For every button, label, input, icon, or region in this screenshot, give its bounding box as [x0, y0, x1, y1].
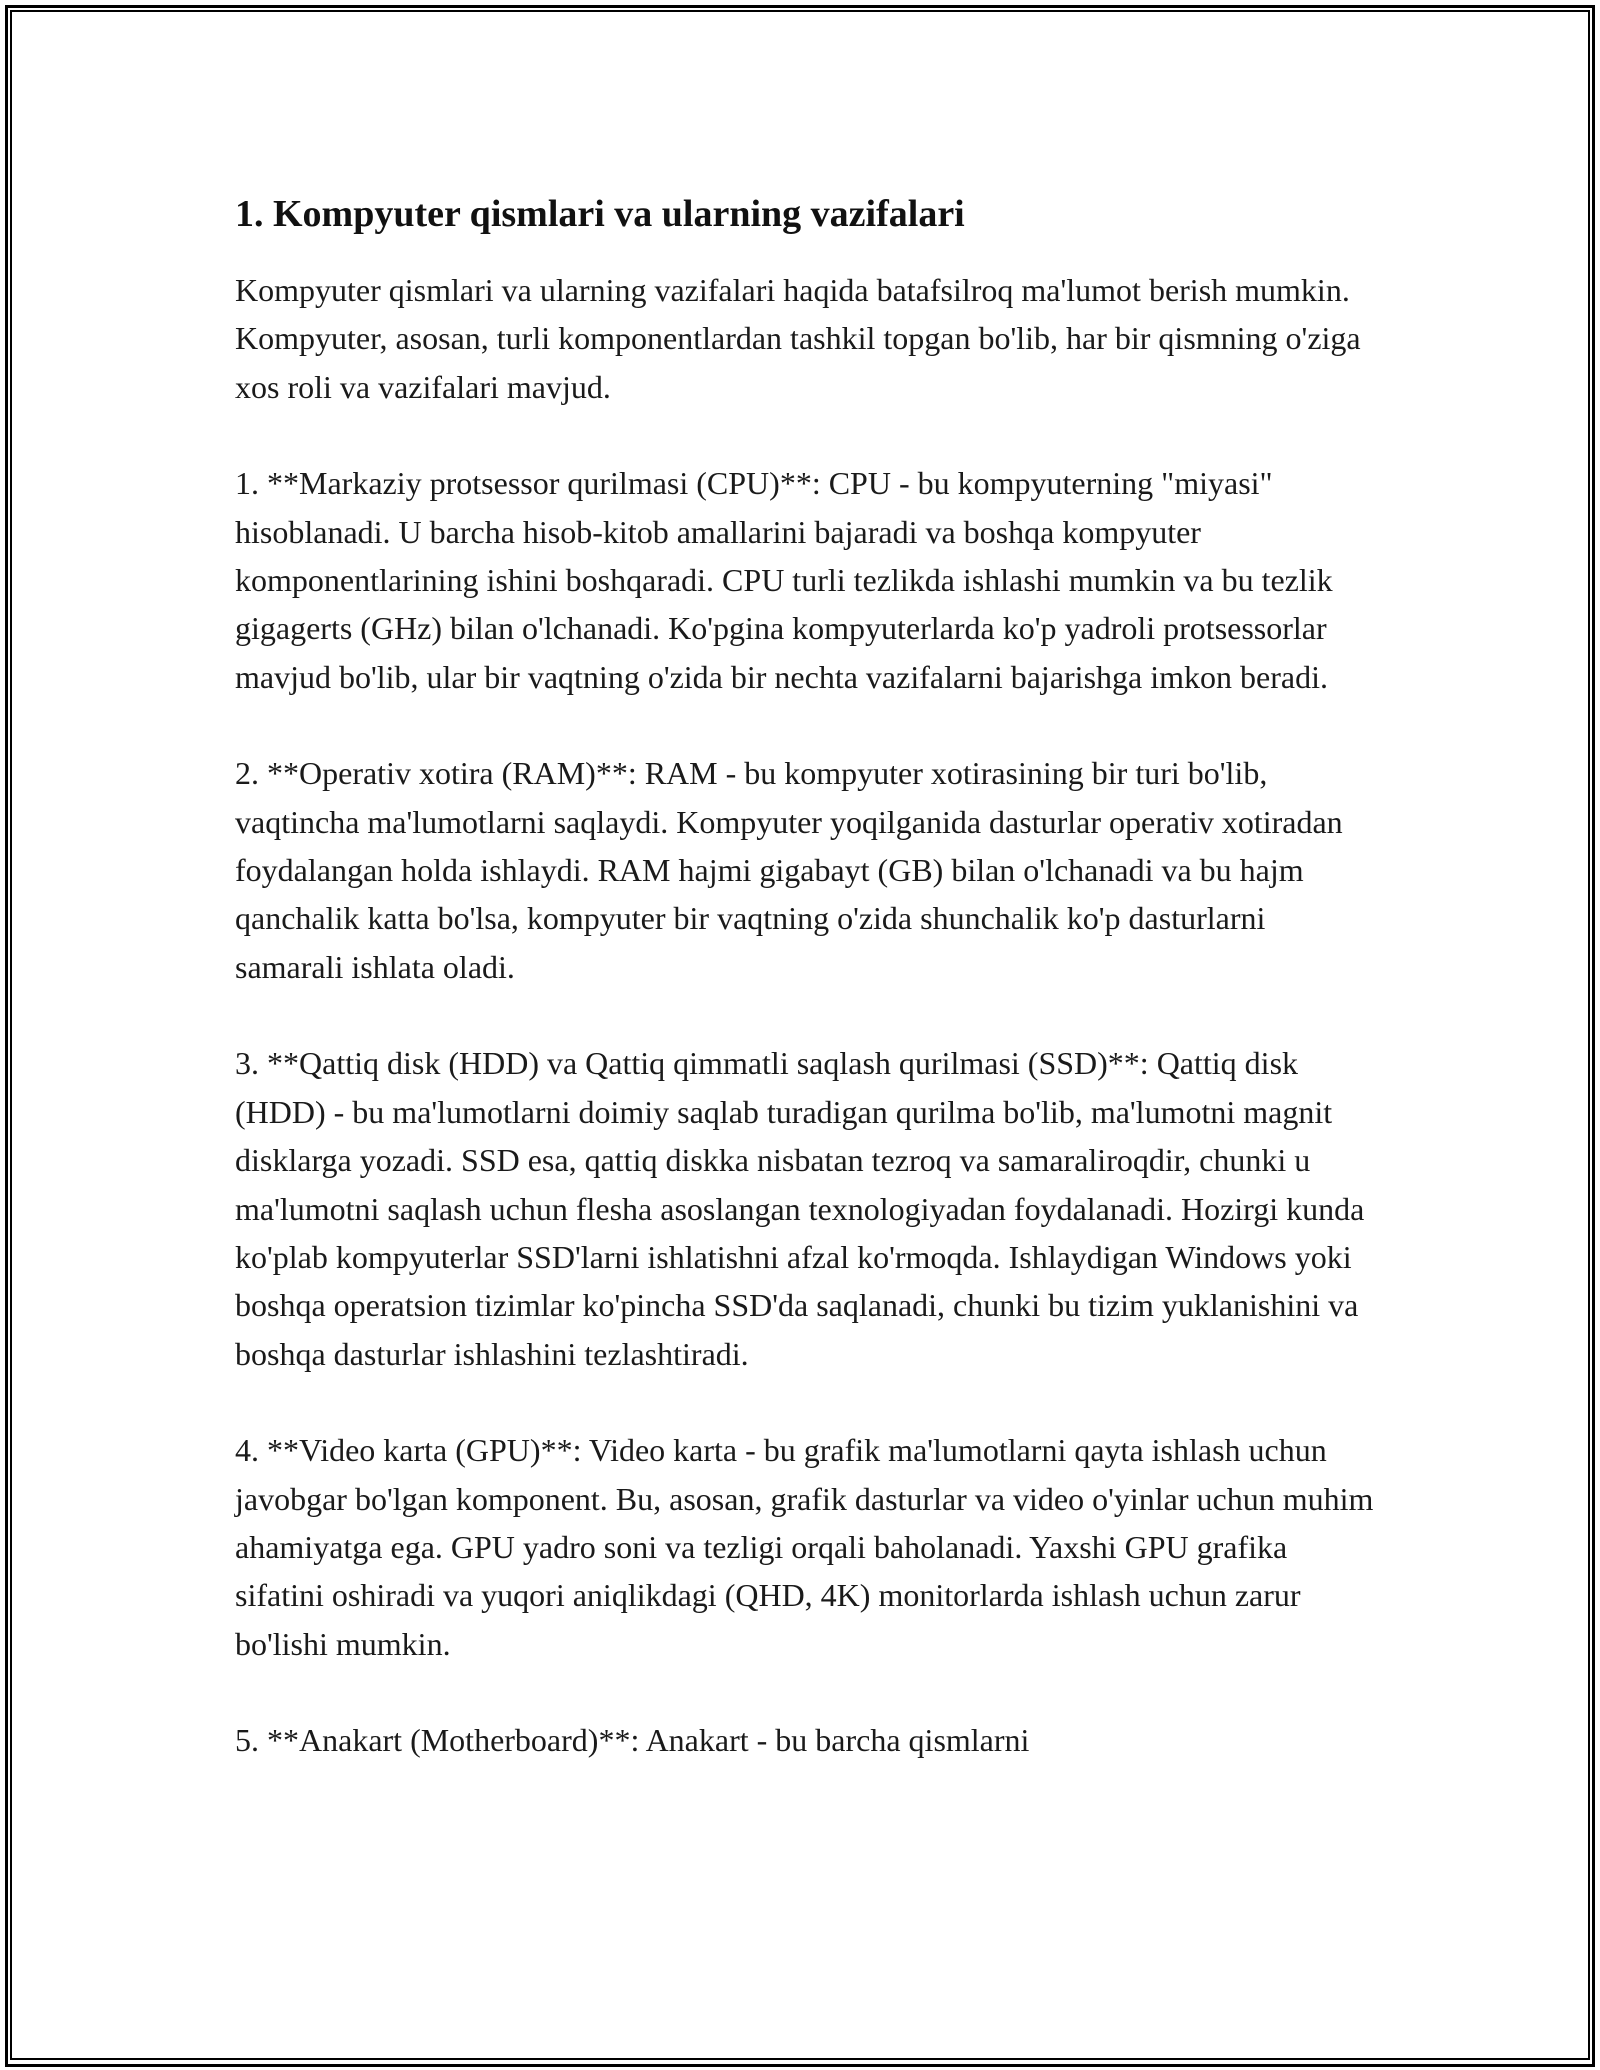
paragraph-ram: 2. **Operativ xotira (RAM)**: RAM - bu kompyuter xotirasining bir turi bo'lib, vaqtincha ma'lumotlarni saqlaydi. Kompyuter yoqilganida dasturlar operativ xotiradan foydalangan holda ishlaydi. RAM hajmi gigabayt (GB) bilan o'lchanadi va bu hajm qanchalik katta bo'lsa, kompyuter bir vaqtning o'zida shunchalik ko'p dasturlarni samarali ishlata oladi. [235, 755, 1343, 985]
paragraph-motherboard: 5. **Anakart (Motherboard)**: Anakart - bu barcha qismlarni [235, 1722, 1030, 1759]
document-page [235, 190, 1375, 1813]
paragraph-storage: 3. **Qattiq disk (HDD) va Qattiq qimmatli saqlash qurilmasi (SSD)**: Qattiq disk (HDD) - bu ma'lumotlarni doimiy saqlab turadigan qurilma bo'lib, ma'lumotni magnit disklarga yozadi. SSD esa, qattiq diskka nisbatan tezroq va samaraliroqdir, chunki u ma'lumotni saqlash uchun flesha asoslangan texnologiyadan foydalanadi. Hozirgi kunda ko'plab kompyuterlar SSD'larni ishlatishni afzal ko'rmoqda. Ishlaydigan Windows yoki boshqa operatsion tizimlar ko'pincha SSD'da saqlanadi, chunki bu tizim yuklanishini va boshqa dasturlar ishlashini tezlashtiradi. [235, 1045, 1365, 1372]
document-title: 1. Kompyuter qismlari va ularning vazifalari [235, 193, 965, 235]
paragraph-cpu: 1. **Markaziy protsessor qurilmasi (CPU)**: CPU - bu kompyuterning "miyasi" hisoblanadi. U barcha hisob-kitob amallarini bajaradi va boshqa kompyuter komponentlarining ishini boshqaradi. CPU turli tezlikda ishlashi mumkin va bu tezlik gigagerts (GHz) bilan o'lchanadi. Ko'pgina kompyuterlarda ko'p yadroli protsessorlar mavjud bo'lib, ular bir vaqtning o'zida bir nechta vazifalarni bajarishga imkon beradi. [235, 465, 1333, 695]
intro-paragraph: Kompyuter qismlari va ularning vazifalari haqida batafsilroq ma'lumot berish mumkin. Kompyuter, asosan, turli komponentlardan tashkil topgan bo'lib, har bir qismning o'ziga xos roli va vazifalari mavjud. [235, 272, 1361, 405]
paragraph-gpu: 4. **Video karta (GPU)**: Video karta - bu grafik ma'lumotlarni qayta ishlash uchun javobgar bo'lgan komponent. Bu, asosan, grafik dasturlar va video o'yinlar uchun muhim ahamiyatga ega. GPU yadro soni va tezligi orqali baholanadi. Yaxshi GPU grafika sifatini oshiradi va yuqori aniqlikdagi (QHD, 4K) monitorlarda ishlash uchun zarur bo'lishi mumkin. [235, 1432, 1374, 1662]
